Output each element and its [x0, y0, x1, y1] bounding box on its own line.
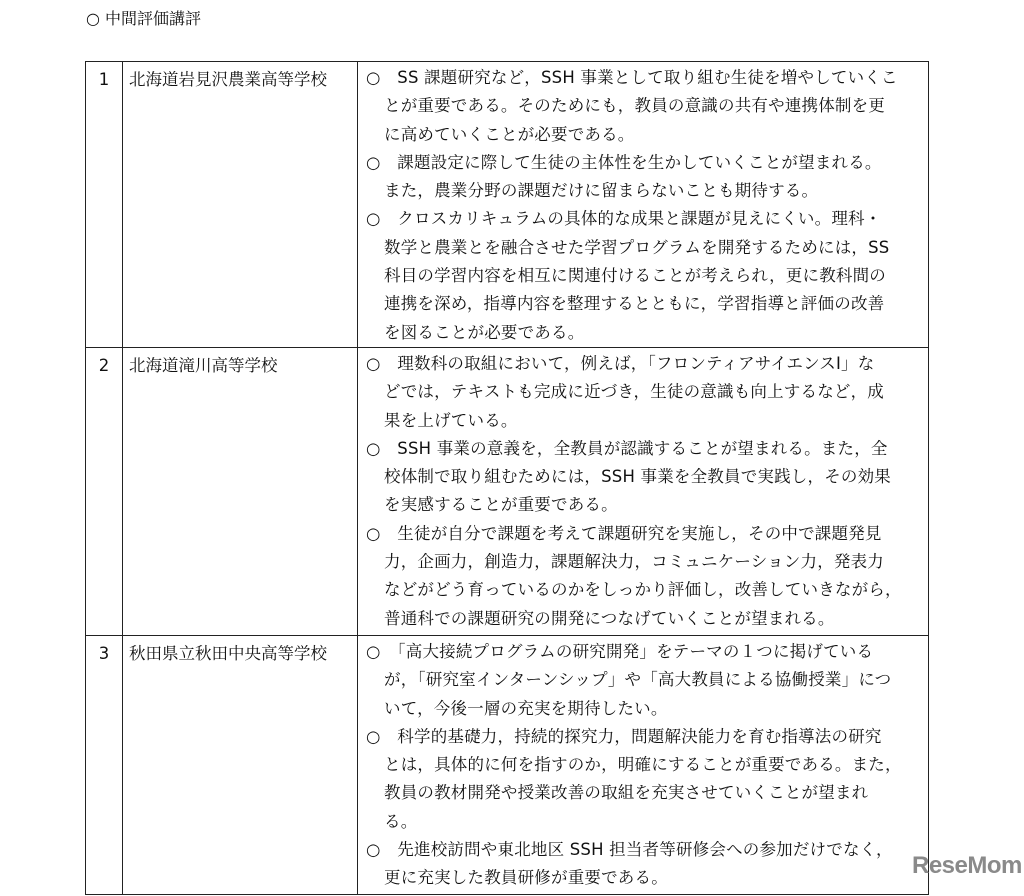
comment-line: ○ 先進校訪問や東北地区 SSH 担当者等研修会への参加だけでなく，	[366, 840, 893, 860]
comment-line: ○ 「高大接続プログラムの研究開発」をテーマの１つに掲げている	[366, 641, 874, 661]
comment-paragraph	[366, 205, 928, 346]
comment-line: どでは，テキストも完成に近づき，生徒の意識も向上するなど，成	[384, 382, 885, 402]
comment-paragraph	[366, 638, 928, 723]
comment-paragraph	[366, 64, 928, 149]
comment-line: ○ 理数科の取組において，例えば，「フロンティアサイエンスⅠ」な	[366, 353, 875, 373]
comment-line: に高めていくことが必要である。	[384, 124, 635, 144]
comment-line: ○ 生徒が自分で課題を考えて課題研究を実施し，その中で課題発見	[366, 523, 882, 543]
comment-line: 更に充実した教員研修が重要である。	[384, 868, 668, 888]
comment-line: 教員の教材開発や授業改善の取組を充実させていくことが望まれ	[384, 783, 869, 803]
comments-cell	[358, 347, 929, 635]
comment-line: 普通科での課題研究の開発につなげていくことが望まれる。	[384, 608, 835, 628]
comment-line: 連携を深め，指導内容を整理するとともに，学習指導と評価の改善	[384, 294, 885, 314]
comment-line: ○ 課題設定に際して生徒の主体性を生かしていくことが望まれる。	[366, 152, 882, 172]
comment-paragraph	[366, 520, 928, 633]
row-number: 3	[86, 635, 123, 894]
comment-line: とは，具体的に何を指すのか，明確にすることが重要である。また，	[384, 755, 902, 775]
school-name: 北海道滝川高等学校	[123, 347, 358, 635]
section-title: ○ 中間評価講評	[86, 9, 202, 28]
resemom-watermark-logo: ReseMom	[912, 852, 1022, 879]
comment-line: 果を上げている。	[384, 410, 518, 430]
row-number: 1	[86, 62, 123, 348]
comments-cell	[358, 62, 929, 348]
comment-line: ○ SSH 事業の意義を，全教員が認識することが望まれる。また，全	[366, 438, 888, 458]
comment-paragraph	[366, 435, 928, 520]
comment-line: が，「研究室インターンシップ」や「高大教員による協働授業」につ	[384, 670, 892, 690]
table-row	[86, 62, 929, 348]
comment-line: などがどう育っているのかをしっかり評価し，改善していきながら，	[384, 580, 902, 600]
comment-line: を図ることが必要である。	[384, 322, 585, 342]
comment-paragraph	[366, 149, 928, 206]
comment-line: 校体制で取り組むためには，SSH 事業を全教員で実践し，その効果	[384, 467, 891, 487]
comment-line: る。	[384, 811, 418, 831]
comment-line: ○ クロスカリキュラムの具体的な成果と課題が見えにくい。理科・	[366, 209, 882, 229]
comment-line: いて，今後一層の充実を期待したい。	[384, 698, 668, 718]
comment-line: を実感することが重要である。	[384, 495, 618, 515]
comment-line: ○ SS 課題研究など，SSH 事業として取り組む生徒を増やしていくこ	[366, 68, 898, 87]
school-name: 秋田県立秋田中央高等学校	[123, 635, 358, 894]
comment-line: 力，企画力，創造力，課題解決力，コミュニケーション力，発表力	[384, 552, 885, 572]
comment-line: また，農業分野の課題だけに留まらないことも期待する。	[384, 181, 819, 201]
row-number: 2	[86, 347, 123, 635]
comment-line: 科目の学習内容を相互に関連付けることが考えられ，更に教科間の	[384, 266, 886, 286]
table-row	[86, 635, 929, 894]
comment-line: ○ 科学的基礎力，持続的探究力，問題解決能力を育む指導法の研究	[366, 726, 882, 746]
school-name: 北海道岩見沢農業高等学校	[123, 62, 358, 348]
comment-line: 数学と農業とを融合させた学習プログラムを開発するためには，SS	[384, 237, 890, 257]
comments-cell	[358, 635, 929, 894]
evaluation-table	[85, 61, 929, 895]
comment-paragraph	[366, 836, 928, 893]
table-row	[86, 347, 929, 635]
comment-paragraph	[366, 723, 928, 836]
comment-paragraph	[366, 350, 928, 435]
comment-line: とが重要である。そのためにも，教員の意識の共有や連携体制を更	[384, 96, 885, 116]
